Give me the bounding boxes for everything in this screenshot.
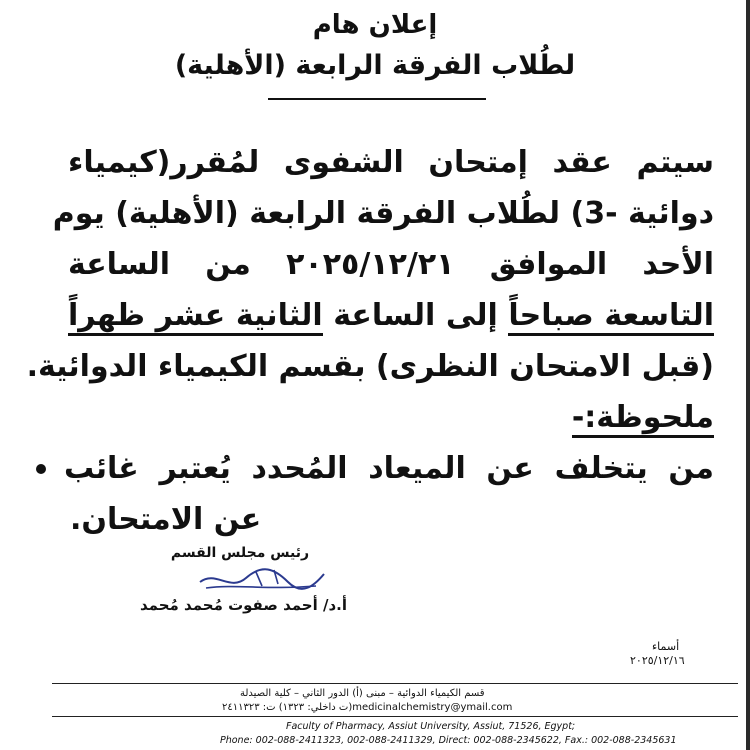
page-subtitle: لطُلاب الفرقة الرابعة (الأهلية) <box>174 50 576 81</box>
signature-title: رئيس مجلس القسم <box>170 545 310 561</box>
note-bullet-line-2: عن الامتحان. <box>70 502 262 537</box>
announcement-line-5: (قبل الامتحان النظرى) بقسم الكيمياء الدوائية. <box>26 349 714 384</box>
writer-initials: أسماء <box>652 640 680 653</box>
title-divider <box>268 98 486 100</box>
footer-contact-arabic: medicinalchemistry@ymail.com(ت داخلي: ١٣٢٣) ت: ٢٤١١٣٢٣ <box>222 702 513 713</box>
announcement-line-3: الأحد الموافق ٢٠٢٥/١٢/٢١ من الساعة <box>68 247 714 282</box>
announcement-line-1: سيتم عقد إمتحان الشفوى لمُقرر(كيمياء <box>68 145 714 180</box>
note-bullet-line-1: من يتخلف عن الميعاد المُحدد يُعتبر غائب <box>64 451 714 486</box>
scan-edge <box>746 0 750 750</box>
page-title: إعلان هام <box>312 10 438 40</box>
bullet-icon <box>36 464 46 474</box>
footer-faculty-address: Faculty of Pharmacy, Assiut University, Assiut, 71526, Egypt; <box>286 721 576 732</box>
end-time-underlined: الثانية عشر ظهراً <box>68 298 323 336</box>
start-time-underlined: التاسعة صباحاً <box>508 298 714 336</box>
footer-divider-mid <box>52 716 738 717</box>
footer-phone-numbers: Phone: 002-088-2411323, 002-088-2411329, Direct: 002-088-2345622, Fax.: 002-088-2345631 <box>220 735 677 746</box>
signatory-name: أ.د/ أحمد صفوت مُحمد مُحمد <box>140 596 347 614</box>
handwritten-signature <box>196 564 328 594</box>
note-label-text: ملحوظة:- <box>572 400 714 438</box>
time-connector: إلى الساعة <box>322 298 509 333</box>
footer-divider-top <box>52 683 738 684</box>
document-date: ٢٠٢٥/١٢/١٦ <box>630 654 685 667</box>
announcement-line-4 <box>68 296 714 336</box>
announcement-line-2: دوائية -3) لطُلاب الفرقة الرابعة (الأهلية) يوم <box>52 196 714 231</box>
footer-department-address: قسم الكيمياء الدوائية – مبنى (أ) الدور الثاني – كلية الصيدلة <box>240 688 485 699</box>
note-label <box>64 398 714 438</box>
